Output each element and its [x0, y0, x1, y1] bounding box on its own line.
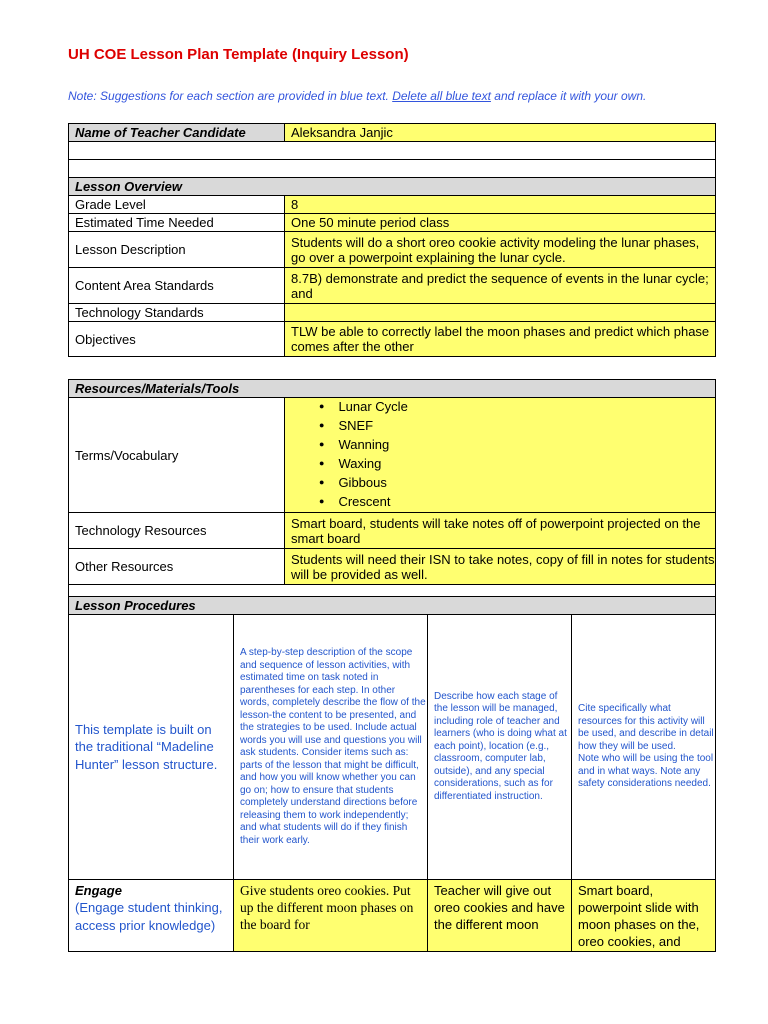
resources-guide-part1: Cite specifically what resources for this activity will be used, and describe in detail how they will be used. [578, 703, 714, 752]
tech-standards-value[interactable] [285, 304, 716, 322]
time-label: Estimated Time Needed [69, 214, 285, 232]
procedures-heading: Lesson Procedures [69, 597, 716, 615]
list-item: ● Crescent [319, 493, 715, 512]
list-item: ● SNEF [319, 417, 715, 436]
list-item: ● Wanning [319, 436, 715, 455]
list-item: ● Lunar Cycle [319, 398, 715, 417]
resources-table [68, 379, 716, 603]
engage-subtitle: (Engage student thinking, access prior knowledge) [75, 900, 223, 933]
list-item: ● Gibbous [319, 474, 715, 493]
note-text-1: Note: Suggestions for each section are provided in blue text. [68, 89, 393, 103]
list-item: ● Waxing [319, 455, 715, 474]
page-title: UH COE Lesson Plan Template (Inquiry Lesson) [68, 46, 409, 63]
description-value[interactable]: Students will do a short oreo cookie activity modeling the lunar phases, go over a powerpoint explaining the lunar cycle. [285, 232, 716, 268]
standards-value[interactable]: 8.7B) demonstrate and predict the sequence of events in the lunar cycle; and [285, 268, 716, 304]
objectives-label: Objectives [69, 322, 285, 357]
instruction-note [68, 89, 646, 103]
note-link[interactable]: Delete all blue text [392, 89, 491, 103]
engage-resources[interactable]: Smart board, powerpoint slide with moon phases on the, oreo cookies, and [572, 880, 716, 952]
procedures-scope-guide: A step-by-step description of the scope and sequence of lesson activities, with estimated time on task noted in parentheses for each step. In other words, completely describe the flow of the lesson-the content to be presented, and the strategies to be used. Include actual words you will use and questions you will ask students. Consider items such as: parts of the lesson that might be difficult, and how you will know whether you can go on; how to ensure that students completely understand directions before releasing them to work independently; and what students will do if they finish their work early. [234, 615, 428, 880]
teacher-value[interactable]: Aleksandra Janjic [285, 124, 716, 142]
tech-resources-value[interactable]: Smart board, students will take notes off of powerpoint projected on the smart board [285, 513, 716, 549]
engage-title: Engage [75, 883, 122, 898]
terms-label: Terms/Vocabulary [69, 398, 285, 513]
note-text-2: and replace it with your own. [490, 89, 647, 103]
overview-heading: Lesson Overview [69, 178, 716, 196]
resources-guide-part2: Note who will be using the tool and in what ways. Note any safety considerations needed. [578, 753, 714, 790]
terms-value[interactable] [285, 398, 716, 513]
other-resources-value[interactable]: Students will need their ISN to take notes, copy of fill in notes for students will be provided as well. [285, 549, 716, 585]
description-label: Lesson Description [69, 232, 285, 268]
other-resources-label: Other Resources [69, 549, 285, 585]
blank-row [69, 160, 716, 178]
grade-value[interactable]: 8 [285, 196, 716, 214]
procedures-table [68, 596, 716, 952]
procedures-management-guide: Describe how each stage of the lesson will be managed, including role of teacher and learners (who is doing what at each point), location (e.g., classroom, computer lab, outside), and any special considerations, such as for differentiated instruction. [428, 615, 572, 880]
engage-cell [69, 880, 234, 952]
tech-resources-label: Technology Resources [69, 513, 285, 549]
engage-steps[interactable]: Give students oreo cookies. Put up the different moon phases on the board for [234, 880, 428, 952]
engage-management[interactable]: Teacher will give out oreo cookies and have the different moon [428, 880, 572, 952]
procedures-resources-guide [572, 615, 716, 880]
procedures-intro: This template is built on the traditional “Madeline Hunter” lesson structure. [69, 615, 234, 880]
grade-label: Grade Level [69, 196, 285, 214]
objectives-value[interactable]: TLW be able to correctly label the moon phases and predict which phase comes after the other [285, 322, 716, 357]
teacher-label: Name of Teacher Candidate [69, 124, 285, 142]
blank-row [69, 142, 716, 160]
time-value[interactable]: One 50 minute period class [285, 214, 716, 232]
tech-standards-label: Technology Standards [69, 304, 285, 322]
overview-table [68, 123, 716, 357]
standards-label: Content Area Standards [69, 268, 285, 304]
terms-list [291, 398, 715, 512]
resources-heading: Resources/Materials/Tools [69, 380, 716, 398]
